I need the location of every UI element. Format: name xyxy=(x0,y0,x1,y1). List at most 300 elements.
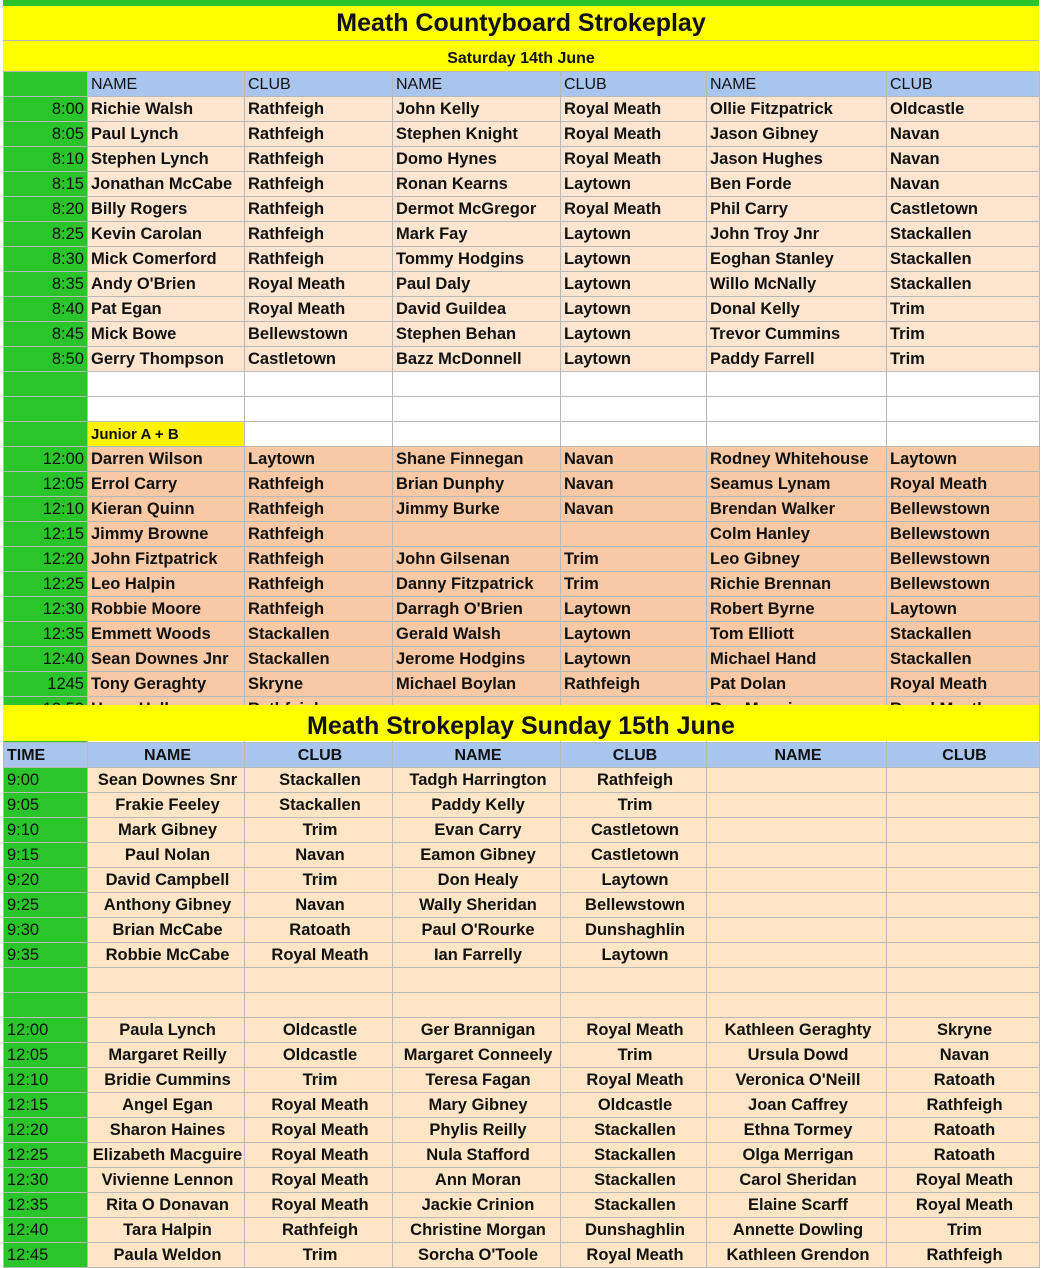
player-club: Rathfeigh xyxy=(245,222,393,247)
player-club: Navan xyxy=(561,447,707,472)
player-name: Richie Walsh xyxy=(88,97,245,122)
empty-cell xyxy=(88,372,245,397)
empty-cell xyxy=(393,993,561,1018)
player-club: Laytown xyxy=(561,647,707,672)
player-name: Annette Dowling xyxy=(707,1218,887,1243)
player-name: Elizabeth Macguire xyxy=(88,1143,245,1168)
column-header: TIME xyxy=(4,743,88,768)
player-club: Oldcastle xyxy=(245,1018,393,1043)
tee-time: 12:00 xyxy=(4,1018,88,1043)
player-club: Bellewstown xyxy=(887,497,1040,522)
player-club: Laytown xyxy=(561,347,707,372)
player-club: Trim xyxy=(561,793,707,818)
column-header: NAME xyxy=(707,72,887,97)
player-club: Royal Meath xyxy=(245,1093,393,1118)
tee-time: 8:45 xyxy=(4,322,88,347)
player-name: Leo Gibney xyxy=(707,547,887,572)
player-club: Laytown xyxy=(561,622,707,647)
player-name: Tony Geraghty xyxy=(88,672,245,697)
tee-time: 12:20 xyxy=(4,547,88,572)
tee-time: 8:30 xyxy=(4,247,88,272)
tee-time: 9:20 xyxy=(4,868,88,893)
player-name xyxy=(707,893,887,918)
player-name: Pat Dolan xyxy=(707,672,887,697)
column-header: CLUB xyxy=(561,743,707,768)
player-name: Kieran Quinn xyxy=(88,497,245,522)
player-club: Bellewstown xyxy=(887,522,1040,547)
table-row xyxy=(4,97,1040,122)
player-club xyxy=(561,522,707,547)
player-club: Royal Meath xyxy=(561,147,707,172)
player-name: Ben Forde xyxy=(707,172,887,197)
player-club: Royal Meath xyxy=(245,1193,393,1218)
empty-cell xyxy=(88,397,245,422)
table-row xyxy=(4,347,1040,372)
player-club: Navan xyxy=(887,172,1040,197)
spacer-row xyxy=(4,372,1040,397)
player-club: Rathfeigh xyxy=(887,1243,1040,1268)
player-name xyxy=(707,768,887,793)
player-club: Laytown xyxy=(561,943,707,968)
player-name: Sean Downes Snr xyxy=(88,768,245,793)
player-name: Tara Halpin xyxy=(88,1218,245,1243)
player-name: Elaine Scarff xyxy=(707,1193,887,1218)
player-name: Sharon Haines xyxy=(88,1118,245,1143)
tee-time: 12:10 xyxy=(4,497,88,522)
player-club: Royal Meath xyxy=(887,1193,1040,1218)
tee-time: 9:10 xyxy=(4,818,88,843)
player-club: Royal Meath xyxy=(887,1168,1040,1193)
saturday-table xyxy=(3,71,1040,747)
player-club: Navan xyxy=(887,147,1040,172)
player-name: Darren Wilson xyxy=(88,447,245,472)
empty-cell xyxy=(4,397,88,422)
player-club: Ratoath xyxy=(887,1068,1040,1093)
player-club xyxy=(887,918,1040,943)
player-name: Margaret Reilly xyxy=(88,1043,245,1068)
player-name: Kathleen Grendon xyxy=(707,1243,887,1268)
table-row xyxy=(4,1193,1040,1218)
table-row xyxy=(4,1168,1040,1193)
player-name: Billy Rogers xyxy=(88,197,245,222)
player-name: Domo Hynes xyxy=(393,147,561,172)
table-row xyxy=(4,843,1040,868)
table-row xyxy=(4,122,1040,147)
player-club: Laytown xyxy=(561,247,707,272)
column-header: CLUB xyxy=(245,72,393,97)
empty-cell xyxy=(4,993,88,1018)
player-club: Laytown xyxy=(561,172,707,197)
tee-time: 12:30 xyxy=(4,1168,88,1193)
player-club: Royal Meath xyxy=(245,943,393,968)
player-club: Royal Meath xyxy=(245,1118,393,1143)
player-club: Laytown xyxy=(561,597,707,622)
player-club: Oldcastle xyxy=(887,97,1040,122)
player-club: Stackallen xyxy=(561,1143,707,1168)
empty-cell xyxy=(887,422,1040,447)
table-row xyxy=(4,1118,1040,1143)
player-name: Ian Farrelly xyxy=(393,943,561,968)
empty-cell xyxy=(4,968,88,993)
player-name: Rodney Whitehouse xyxy=(707,447,887,472)
player-club: Rathfeigh xyxy=(245,97,393,122)
player-name: Jerome Hodgins xyxy=(393,647,561,672)
player-club: Trim xyxy=(245,868,393,893)
player-name: Kathleen Geraghty xyxy=(707,1018,887,1043)
player-name: Vivienne Lennon xyxy=(88,1168,245,1193)
player-club: Rathfeigh xyxy=(245,572,393,597)
player-club: Royal Meath xyxy=(245,1143,393,1168)
player-name: Robbie Moore xyxy=(88,597,245,622)
player-club: Laytown xyxy=(245,447,393,472)
player-name: Richie Brennan xyxy=(707,572,887,597)
player-name: Andy O'Brien xyxy=(88,272,245,297)
player-name: Gerald Walsh xyxy=(393,622,561,647)
empty-cell xyxy=(88,993,245,1018)
empty-cell xyxy=(707,372,887,397)
player-club: Royal Meath xyxy=(561,1243,707,1268)
table-row xyxy=(4,272,1040,297)
sunday-title: Meath Strokeplay Sunday 15th June xyxy=(307,712,735,740)
player-name: Rita O Donavan xyxy=(88,1193,245,1218)
player-name: Sorcha O'Toole xyxy=(393,1243,561,1268)
player-club: Navan xyxy=(887,122,1040,147)
spacer-row xyxy=(4,993,1040,1018)
player-club: Royal Meath xyxy=(887,472,1040,497)
player-club: Navan xyxy=(561,472,707,497)
tee-time: 9:00 xyxy=(4,768,88,793)
empty-cell xyxy=(561,422,707,447)
player-name: Joan Caffrey xyxy=(707,1093,887,1118)
table-row xyxy=(4,1018,1040,1043)
player-club: Trim xyxy=(245,1068,393,1093)
player-club: Castletown xyxy=(561,818,707,843)
player-club: Ratoath xyxy=(887,1118,1040,1143)
player-club: Stackallen xyxy=(561,1168,707,1193)
player-club: Royal Meath xyxy=(561,97,707,122)
player-name: Ann Moran xyxy=(393,1168,561,1193)
table-row xyxy=(4,1243,1040,1268)
player-name: Paul Daly xyxy=(393,272,561,297)
player-club: Skryne xyxy=(245,672,393,697)
player-name: Frakie Feeley xyxy=(88,793,245,818)
player-club: Rathfeigh xyxy=(245,522,393,547)
table-row xyxy=(4,768,1040,793)
player-name: Tom Elliott xyxy=(707,622,887,647)
player-name: Willo McNally xyxy=(707,272,887,297)
empty-cell xyxy=(887,372,1040,397)
player-name: Emmett Woods xyxy=(88,622,245,647)
player-club: Royal Meath xyxy=(245,1168,393,1193)
tee-time: 8:00 xyxy=(4,97,88,122)
player-name: Brian Dunphy xyxy=(393,472,561,497)
tee-time: 8:05 xyxy=(4,122,88,147)
empty-cell xyxy=(561,397,707,422)
player-name: Phylis Reilly xyxy=(393,1118,561,1143)
player-club xyxy=(887,868,1040,893)
player-name: Veronica O'Neill xyxy=(707,1068,887,1093)
player-club: Ratoath xyxy=(887,1143,1040,1168)
player-club: Navan xyxy=(887,1043,1040,1068)
player-name: Mark Fay xyxy=(393,222,561,247)
player-club: Trim xyxy=(245,818,393,843)
player-name: Sean Downes Jnr xyxy=(88,647,245,672)
player-club: Oldcastle xyxy=(561,1093,707,1118)
tee-time: 12:45 xyxy=(4,1243,88,1268)
player-club: Rathfeigh xyxy=(245,497,393,522)
player-name: Stephen Behan xyxy=(393,322,561,347)
player-club: Royal Meath xyxy=(245,297,393,322)
table-row xyxy=(4,1093,1040,1118)
player-club: Royal Meath xyxy=(887,672,1040,697)
player-club xyxy=(887,768,1040,793)
player-club: Bellewstown xyxy=(561,893,707,918)
player-name: Donal Kelly xyxy=(707,297,887,322)
player-club: Trim xyxy=(561,547,707,572)
player-club: Stackallen xyxy=(245,768,393,793)
column-header: CLUB xyxy=(245,743,393,768)
tee-time: 8:50 xyxy=(4,347,88,372)
player-name: John Gilsenan xyxy=(393,547,561,572)
table-row xyxy=(4,918,1040,943)
player-club: Trim xyxy=(887,322,1040,347)
table-row xyxy=(4,622,1040,647)
empty-cell xyxy=(245,993,393,1018)
empty-cell xyxy=(393,397,561,422)
player-club xyxy=(887,893,1040,918)
table-row xyxy=(4,497,1040,522)
player-club: Trim xyxy=(887,347,1040,372)
tee-time: 8:40 xyxy=(4,297,88,322)
tee-time: 12:35 xyxy=(4,1193,88,1218)
player-name xyxy=(707,818,887,843)
player-name: Mick Bowe xyxy=(88,322,245,347)
empty-cell xyxy=(561,372,707,397)
player-name: Colm Hanley xyxy=(707,522,887,547)
tee-time: 12:30 xyxy=(4,597,88,622)
header-row xyxy=(4,72,1040,97)
player-club: Stackallen xyxy=(245,622,393,647)
player-club: Stackallen xyxy=(887,647,1040,672)
tee-time: 9:30 xyxy=(4,918,88,943)
player-name: Mary Gibney xyxy=(393,1093,561,1118)
table-row xyxy=(4,1043,1040,1068)
saturday-title-bar xyxy=(3,6,1039,40)
player-name: Paul Lynch xyxy=(88,122,245,147)
table-row xyxy=(4,322,1040,347)
sunday-schedule xyxy=(3,742,1039,1268)
tee-time: 9:15 xyxy=(4,843,88,868)
player-name: Brian McCabe xyxy=(88,918,245,943)
player-name: Paddy Kelly xyxy=(393,793,561,818)
empty-cell xyxy=(4,372,88,397)
player-club: Stackallen xyxy=(245,793,393,818)
player-club: Stackallen xyxy=(887,272,1040,297)
player-club: Castletown xyxy=(245,347,393,372)
player-name: Bridie Cummins xyxy=(88,1068,245,1093)
player-club: Navan xyxy=(561,497,707,522)
empty-cell xyxy=(4,422,88,447)
player-club: Trim xyxy=(245,1243,393,1268)
player-club: Royal Meath xyxy=(561,1068,707,1093)
tee-time: 12:00 xyxy=(4,447,88,472)
player-name xyxy=(393,522,561,547)
table-row xyxy=(4,297,1040,322)
empty-cell xyxy=(245,372,393,397)
player-name: Christine Morgan xyxy=(393,1218,561,1243)
spacer-row xyxy=(4,968,1040,993)
table-row xyxy=(4,647,1040,672)
table-row xyxy=(4,672,1040,697)
player-name: Ger Brannigan xyxy=(393,1018,561,1043)
player-name: Carol Sheridan xyxy=(707,1168,887,1193)
tee-time: 12:05 xyxy=(4,1043,88,1068)
spacer-row xyxy=(4,397,1040,422)
player-name: John Fiztpatrick xyxy=(88,547,245,572)
empty-cell xyxy=(707,993,887,1018)
player-name: Anthony Gibney xyxy=(88,893,245,918)
player-name: Michael Hand xyxy=(707,647,887,672)
player-name: Gerry Thompson xyxy=(88,347,245,372)
tee-time: 8:20 xyxy=(4,197,88,222)
tee-time: 12:05 xyxy=(4,472,88,497)
player-club: Stackallen xyxy=(887,222,1040,247)
empty-cell xyxy=(88,968,245,993)
table-row xyxy=(4,522,1040,547)
table-row xyxy=(4,172,1040,197)
table-row xyxy=(4,1143,1040,1168)
table-row xyxy=(4,943,1040,968)
tee-time: 12:15 xyxy=(4,1093,88,1118)
player-club: Rathfeigh xyxy=(245,1218,393,1243)
empty-cell xyxy=(707,397,887,422)
table-row xyxy=(4,1068,1040,1093)
saturday-subtitle-bar xyxy=(3,40,1039,71)
player-name xyxy=(707,918,887,943)
player-name xyxy=(707,793,887,818)
table-row xyxy=(4,818,1040,843)
player-name: Errol Carry xyxy=(88,472,245,497)
player-club: Royal Meath xyxy=(561,1018,707,1043)
column-header: NAME xyxy=(88,72,245,97)
tee-time: 12:20 xyxy=(4,1118,88,1143)
player-club xyxy=(887,818,1040,843)
player-club: Rathfeigh xyxy=(887,1093,1040,1118)
tee-time: 9:35 xyxy=(4,943,88,968)
player-club: Navan xyxy=(245,843,393,868)
player-club: Castletown xyxy=(561,843,707,868)
player-club: Dunshaghlin xyxy=(561,1218,707,1243)
player-name: Darragh O'Brien xyxy=(393,597,561,622)
empty-cell xyxy=(245,968,393,993)
player-name: Leo Halpin xyxy=(88,572,245,597)
player-club: Trim xyxy=(887,1218,1040,1243)
tee-time: 12:25 xyxy=(4,1143,88,1168)
player-name: John Kelly xyxy=(393,97,561,122)
empty-cell xyxy=(393,372,561,397)
player-name: Olga Merrigan xyxy=(707,1143,887,1168)
table-row xyxy=(4,868,1040,893)
player-name: Jimmy Burke xyxy=(393,497,561,522)
player-club: Bellewstown xyxy=(245,322,393,347)
player-club: Laytown xyxy=(887,447,1040,472)
player-name: Jackie Crinion xyxy=(393,1193,561,1218)
player-club: Royal Meath xyxy=(245,272,393,297)
player-club: Royal Meath xyxy=(561,122,707,147)
player-name: Jason Gibney xyxy=(707,122,887,147)
player-club xyxy=(887,843,1040,868)
table-row xyxy=(4,1218,1040,1243)
player-name: Paula Lynch xyxy=(88,1018,245,1043)
player-name: Shane Finnegan xyxy=(393,447,561,472)
player-club: Rathfeigh xyxy=(245,547,393,572)
player-name: Robert Byrne xyxy=(707,597,887,622)
player-name: Jimmy Browne xyxy=(88,522,245,547)
player-name: Trevor Cummins xyxy=(707,322,887,347)
player-club: Trim xyxy=(561,1043,707,1068)
table-row xyxy=(4,793,1040,818)
table-row xyxy=(4,547,1040,572)
player-name: Danny Fitzpatrick xyxy=(393,572,561,597)
player-name: Pat Egan xyxy=(88,297,245,322)
player-name: David Campbell xyxy=(88,868,245,893)
saturday-title: Meath Countyboard Strokeplay xyxy=(336,9,706,37)
empty-cell xyxy=(245,422,393,447)
player-name: Don Healy xyxy=(393,868,561,893)
player-club: Trim xyxy=(561,572,707,597)
player-club: Bellewstown xyxy=(887,547,1040,572)
player-name: Jonathan McCabe xyxy=(88,172,245,197)
player-club xyxy=(887,943,1040,968)
tee-time: 12:40 xyxy=(4,1218,88,1243)
player-club: Dunshaghlin xyxy=(561,918,707,943)
tee-time: 12:15 xyxy=(4,522,88,547)
player-name xyxy=(707,868,887,893)
player-name: Wally Sheridan xyxy=(393,893,561,918)
table-row xyxy=(4,222,1040,247)
player-name: Nula Stafford xyxy=(393,1143,561,1168)
player-club: Stackallen xyxy=(887,622,1040,647)
tee-time: 8:15 xyxy=(4,172,88,197)
player-club: Stackallen xyxy=(561,1118,707,1143)
player-name: Paddy Farrell xyxy=(707,347,887,372)
player-name: Paula Weldon xyxy=(88,1243,245,1268)
sunday-title-bar xyxy=(3,705,1039,741)
tee-time: 12:25 xyxy=(4,572,88,597)
player-club: Rathfeigh xyxy=(245,172,393,197)
player-club: Trim xyxy=(887,297,1040,322)
empty-cell xyxy=(393,968,561,993)
empty-cell xyxy=(707,968,887,993)
tee-time: 12:40 xyxy=(4,647,88,672)
player-club: Rathfeigh xyxy=(245,122,393,147)
player-name xyxy=(707,943,887,968)
player-club: Oldcastle xyxy=(245,1043,393,1068)
tee-time: 8:35 xyxy=(4,272,88,297)
empty-cell xyxy=(561,968,707,993)
player-name: Ronan Kearns xyxy=(393,172,561,197)
tee-time: 1245 xyxy=(4,672,88,697)
player-name: Paul O'Rourke xyxy=(393,918,561,943)
player-name: Ollie Fitzpatrick xyxy=(707,97,887,122)
player-name: Mark Gibney xyxy=(88,818,245,843)
player-club: Skryne xyxy=(887,1018,1040,1043)
player-name: Teresa Fagan xyxy=(393,1068,561,1093)
player-name: Evan Carry xyxy=(393,818,561,843)
tee-time: 9:25 xyxy=(4,893,88,918)
player-club: Laytown xyxy=(887,597,1040,622)
player-name: Tommy Hodgins xyxy=(393,247,561,272)
